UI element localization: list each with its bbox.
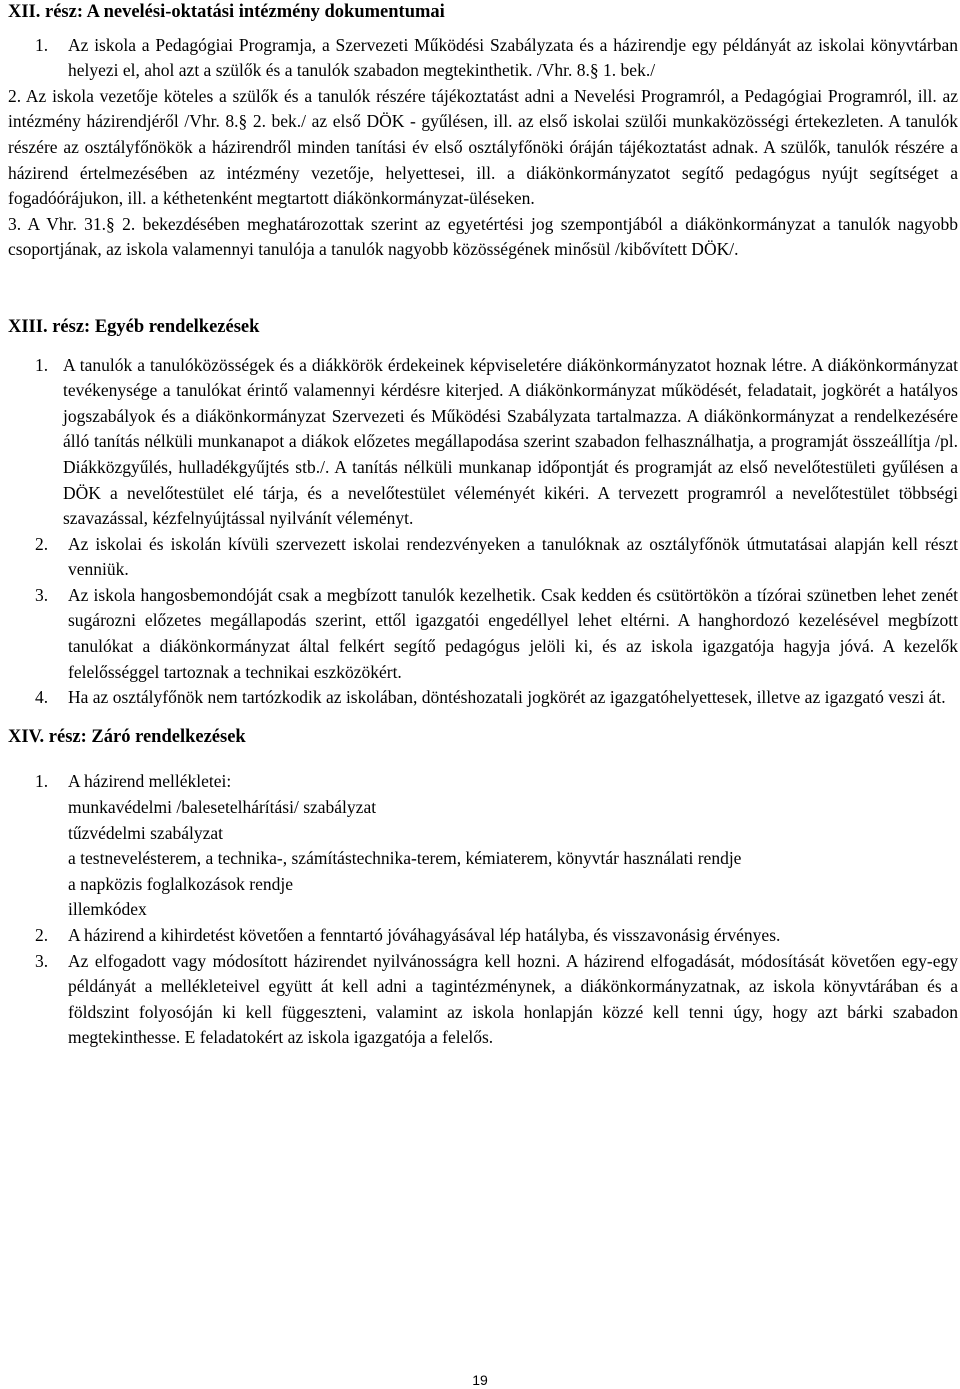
attachment-item: munkavédelmi /balesetelhárítási/ szabályzat (68, 797, 377, 818)
attachment-list-heading: A házirend mellékletei: (68, 771, 232, 792)
item-text: Az iskolai és iskolán kívüli szervezett iskolai rendezvényeken a tanulóknak az osztályfőnök útmutatásai alapján kell részt venniük. (68, 533, 958, 580)
item-body: Az iskola vezetője köteles a szülők és a tanulók részére tájékoztatást adni a Nevelési Programról, a Pedagógiai Programról, ill. az intézmény házirendjéről /Vhr. 8.§ 2. bek./ az első DÖK - gyűlésen, ill. az első iskolai szülői munkaközösségi értekezleten. A tanulók részére az osztályfőnökök a házirendről minden tanítási év első osztályfőnöki óráján tájékoztatást adnak. A szülők, tanulók részére a házirend értelmezésében az intézmény vezetője, helyettesei, ill. a diákönkormányzatot segítő pedagógus nyújt segítséget a fogadóórájukon, ill. a kéthetenként megtartott diákönkormányzat-üléseken. (8, 85, 958, 209)
list-item (8, 583, 958, 685)
item-number: 1. (35, 354, 49, 375)
item-number: 2. (35, 533, 49, 554)
list-item (8, 769, 958, 923)
item-number: 4. (35, 687, 49, 708)
item-number-inline: 2. (8, 85, 22, 106)
list-item (8, 685, 958, 711)
attachment-item: tűzvédelmi szabályzat (68, 822, 223, 843)
item-text (8, 212, 958, 263)
item-text (8, 84, 958, 212)
item-number: 3. (35, 950, 49, 971)
list-item (8, 212, 958, 263)
item-number-inline: 3. (8, 213, 22, 234)
item-text: Az iskola a Pedagógiai Programja, a Szervezeti Működési Szabályzata és a házirendje egy példányát az iskolai könyvtárban helyezi el, ahol azt a szülők és a tanulók szabadon megtekinthetik. /Vhr. 8.§ 1. bek./ (68, 34, 958, 81)
item-text: A házirend a kihirdetést követően a fenntartó jóváhagyásával lép hatályba, és visszavonásig érvényes. (68, 925, 781, 945)
list-item (8, 353, 958, 532)
item-text: A tanulók a tanulóközösségek és a diákkörök érdekeinek képviseletére diákönkormányzatot hoznak létre. A diákönkormányzat tevékenysége a tanulókat érintő valamennyi kérdésre kiterjed. A diákönkormányzat működését, feladatait, jogkörét a hatályos jogszabályok és a diákönkormányzat Szervezeti és Működési Szabályzata tartalmazza. A diákönkormányzat a rendelkezésére álló tanítás nélküli munkanapot a diákok előzetes megállapodása szerint szabadon felhasználhatja, a programját összeállítja /pl. Diákközgyűlés, hulladékgyűjtés stb./. A tanítás nélküli munkanap időpontját és programját az első nevelőtestületi gyűlésen a DÖK a nevelőtestület elé tárja, és a nevelőtestület véleményét kikéri. A tervezett programról a nevelőtestület többségi szavazással, kézfelnyújtással nyilvánít véleményt. (63, 354, 958, 529)
list-item (8, 84, 958, 212)
page-number: 19 (472, 1372, 488, 1388)
section-13-title: XIII. rész: Egyéb rendelkezések (8, 316, 260, 337)
item-text: Az elfogadott vagy módosított házirendet nyilvánosságra kell hozni. A házirend elfogadását, módosítását követően egy-egy példányát a mellékleteivel együtt át kell adni a tagintézménynek, a diákönkormányzatnak, az iskola könyvtárában és a földszint folyosóján ki kell függeszteni, valamint az iskola honlapján közzé kell tenni úgy, hogy azt bárki szabadon megtekinthesse. E feladatokért az iskola igazgatója a felelős. (68, 950, 958, 1048)
attachment-item: illemkódex (68, 899, 147, 920)
item-number: 1. (35, 34, 49, 55)
attachment-item: a napközis foglalkozások rendje (68, 873, 293, 894)
section-12-title: XII. rész: A nevelési-oktatási intézmény dokumentumai (8, 2, 445, 22)
item-number: 2. (35, 925, 49, 945)
attachment-item: a testnevelésterem, a technika-, számítástechnika-terem, kémiaterem, könyvtár használati rendje (68, 848, 742, 869)
page-content (8, 0, 958, 1051)
list-item (8, 532, 958, 583)
section-14-title: XIV. rész: Záró rendelkezések (8, 726, 246, 747)
list-item (8, 923, 958, 949)
item-number: 1. (35, 771, 49, 792)
item-number: 3. (35, 584, 49, 605)
attachment-list (68, 769, 958, 923)
item-body: A Vhr. 31.§ 2. bekezdésében meghatározottak szerint az egyetértési jog szempontjából a diákönkormányzat a tanulók nagyobb csoportjának, az iskola valamennyi tanulója a tanulók nagyobb közösségének minősül /kibővített DÖK/. (8, 213, 958, 260)
item-text: Az iskola hangosbemondóját csak a megbízott tanulók kezelhetik. Csak kedden és csütörtökön a tízórai szünetben lehet zenét sugározni előzetes megállapodás szerint, ettől igazgatói engedéllyel lehet eltérni. A hanghordozó kezelésével megbízott tanulókat a diákönkormányzat által felkért segítő pedagógus jelöli ki, és az iskola igazgatója hagyja jóvá. A kezelők felelősséggel tartoznak a technikai eszközökért. (68, 584, 958, 682)
list-item (8, 949, 958, 1051)
item-text: Ha az osztályfőnök nem tartózkodik az iskolában, döntéshozatali jogkörét az igazgatóhelyettesek, illetve az igazgató veszi át. (68, 687, 946, 708)
list-item (8, 33, 958, 84)
